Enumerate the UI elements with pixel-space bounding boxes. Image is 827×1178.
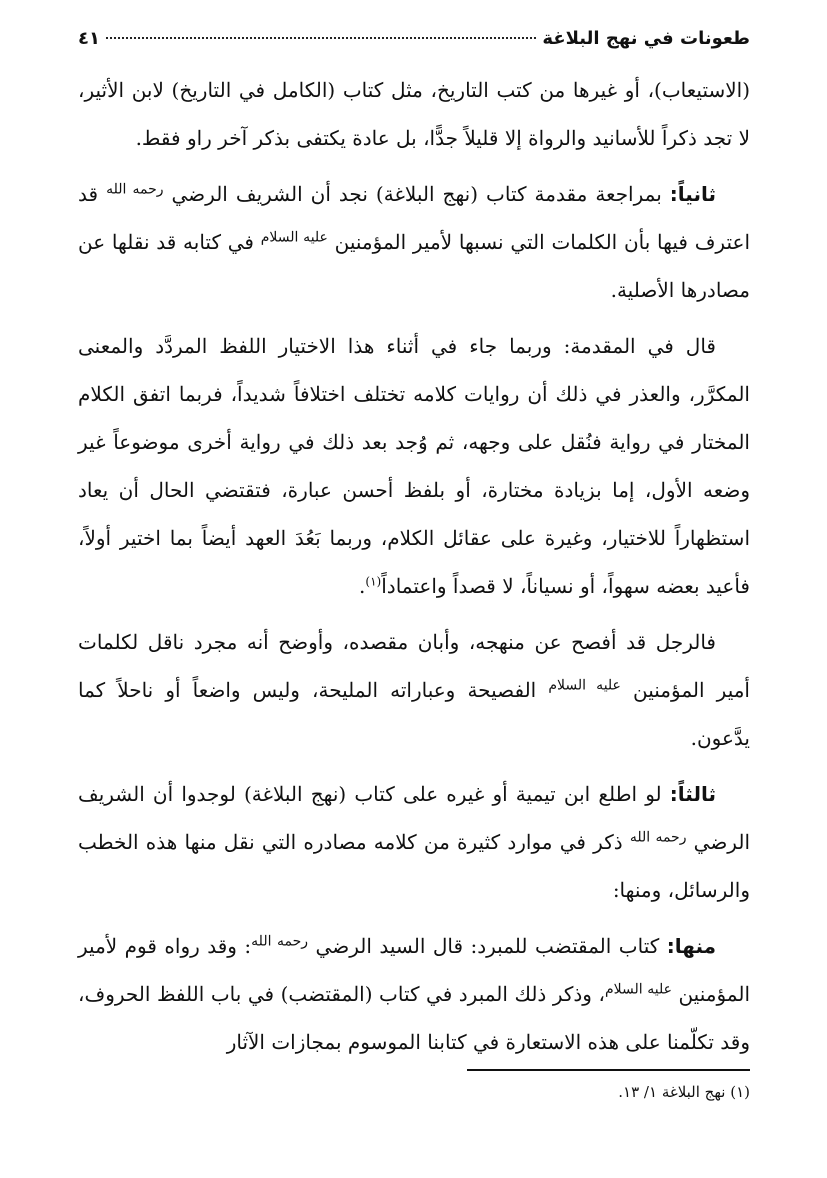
paragraph-6-text-b: : وقد رواه قوم لأمير المؤمنين: [78, 934, 751, 1006]
paragraph-6-text-a: كتاب المقتضب للمبرد: قال السيد الرضي: [308, 934, 667, 958]
footnote-reference[interactable]: (١): [365, 574, 382, 589]
dot-leader: [106, 37, 536, 39]
paragraph-4: [78, 618, 750, 762]
paragraph-1: [78, 66, 750, 162]
footnote: [78, 1080, 750, 1104]
paragraph-6-text-c: ، وذكر ذلك المبرد في كتاب (المقتضب) في باب اللفظ الحروف، وقد تكلّمنا على هذه الاستعارة في كتابنا الموسوم بمجازات الآثار: [78, 982, 750, 1054]
footnote-divider: [467, 1069, 750, 1071]
page-number: ٤١: [78, 28, 100, 49]
paragraph-1-text: (الاستيعاب)، أو غيرها من كتب التاريخ، مثل كتاب (الكامل في التاريخ) لابن الأثير، لا تجد ذكراً للأسانيد والرواة إلا قليلاً جدًّا، بل عادة يكتفى بذكر آخر راو فقط.: [78, 78, 750, 150]
honorific-glyph: عليه السلام: [260, 229, 328, 246]
honorific-glyph: عليه السلام: [548, 677, 621, 694]
paragraph-2-text-a: بمراجعة مقدمة كتاب (نهج البلاغة) نجد أن الشريف الرضي: [163, 182, 670, 206]
paragraph-5: [78, 770, 750, 914]
paragraph-4-text-b: الفصيحة وعباراته المليحة، وليس واضعاً أو ناحلاً كما يدَّعون.: [78, 678, 750, 750]
paragraph-5-text-b: ذكر في موارد كثيرة من كلامه مصادره التي نقل منها هذه الخطب والرسائل، ومنها:: [78, 830, 750, 902]
paragraph-6: [78, 922, 750, 1066]
paragraph-6-lead: منها:: [666, 934, 717, 958]
main-text: [78, 66, 750, 1074]
honorific-glyph: رحمه الله: [251, 933, 309, 950]
honorific-glyph: رحمه الله: [629, 829, 687, 846]
paragraph-2: [78, 170, 750, 314]
paragraph-2-lead: ثانياً:: [669, 182, 716, 206]
paragraph-3-text-a: قال في المقدمة: وربما جاء في أثناء هذا الاختيار اللفظ المردَّد والمعنى المكرَّر، والعذر في ذلك أن روايات كلامه تختلف اختلافاً شديداً، فربما اتفق الكلام المختار في رواية فنُقل على وجهه، ثم وُجد بعد ذلك في رواية أخرى موضوعاً غير وضعه الأول، إما بزيادة مختارة، أو بلفظ أحسن عبارة، فتقتضي الحال أن يعاد استظهاراً للاختيار، وغيرة على عقائل الكلام، وربما بَعُدَ العهد أيضاً بما اختير أولاً، فأعيد بعضه سهواً، أو نسياناً، لا قصداً واعتماداً: [78, 334, 750, 598]
paragraph-5-text-a: لو اطلع ابن تيمية أو غيره على كتاب (نهج البلاغة) لوجدوا أن الشريف الرضي: [78, 782, 750, 854]
paragraph-3: [78, 322, 750, 610]
honorific-glyph: عليه السلام: [604, 981, 672, 998]
paragraph-2-text-b: قد اعترف فيها بأن الكلمات التي نسبها لأمير المؤمنين: [78, 182, 750, 254]
running-title: طعونات في نهج البلاغة: [542, 28, 750, 49]
paragraph-4-text-a: فالرجل قد أفصح عن منهجه، وأبان مقصده، وأوضح أنه مجرد ناقل لكلمات أمير المؤمنين: [78, 630, 750, 702]
running-header: [78, 28, 750, 58]
paragraph-5-lead: ثالثاً:: [669, 782, 716, 806]
honorific-glyph: رحمه الله: [106, 181, 164, 198]
paragraph-2-text-c: في كتابه قد نقلها عن مصادرها الأصلية.: [78, 230, 750, 302]
paragraph-3-text-b: .: [359, 574, 366, 598]
footnote-text: (١) نهج البلاغة ١/ ١٣.: [618, 1083, 750, 1101]
